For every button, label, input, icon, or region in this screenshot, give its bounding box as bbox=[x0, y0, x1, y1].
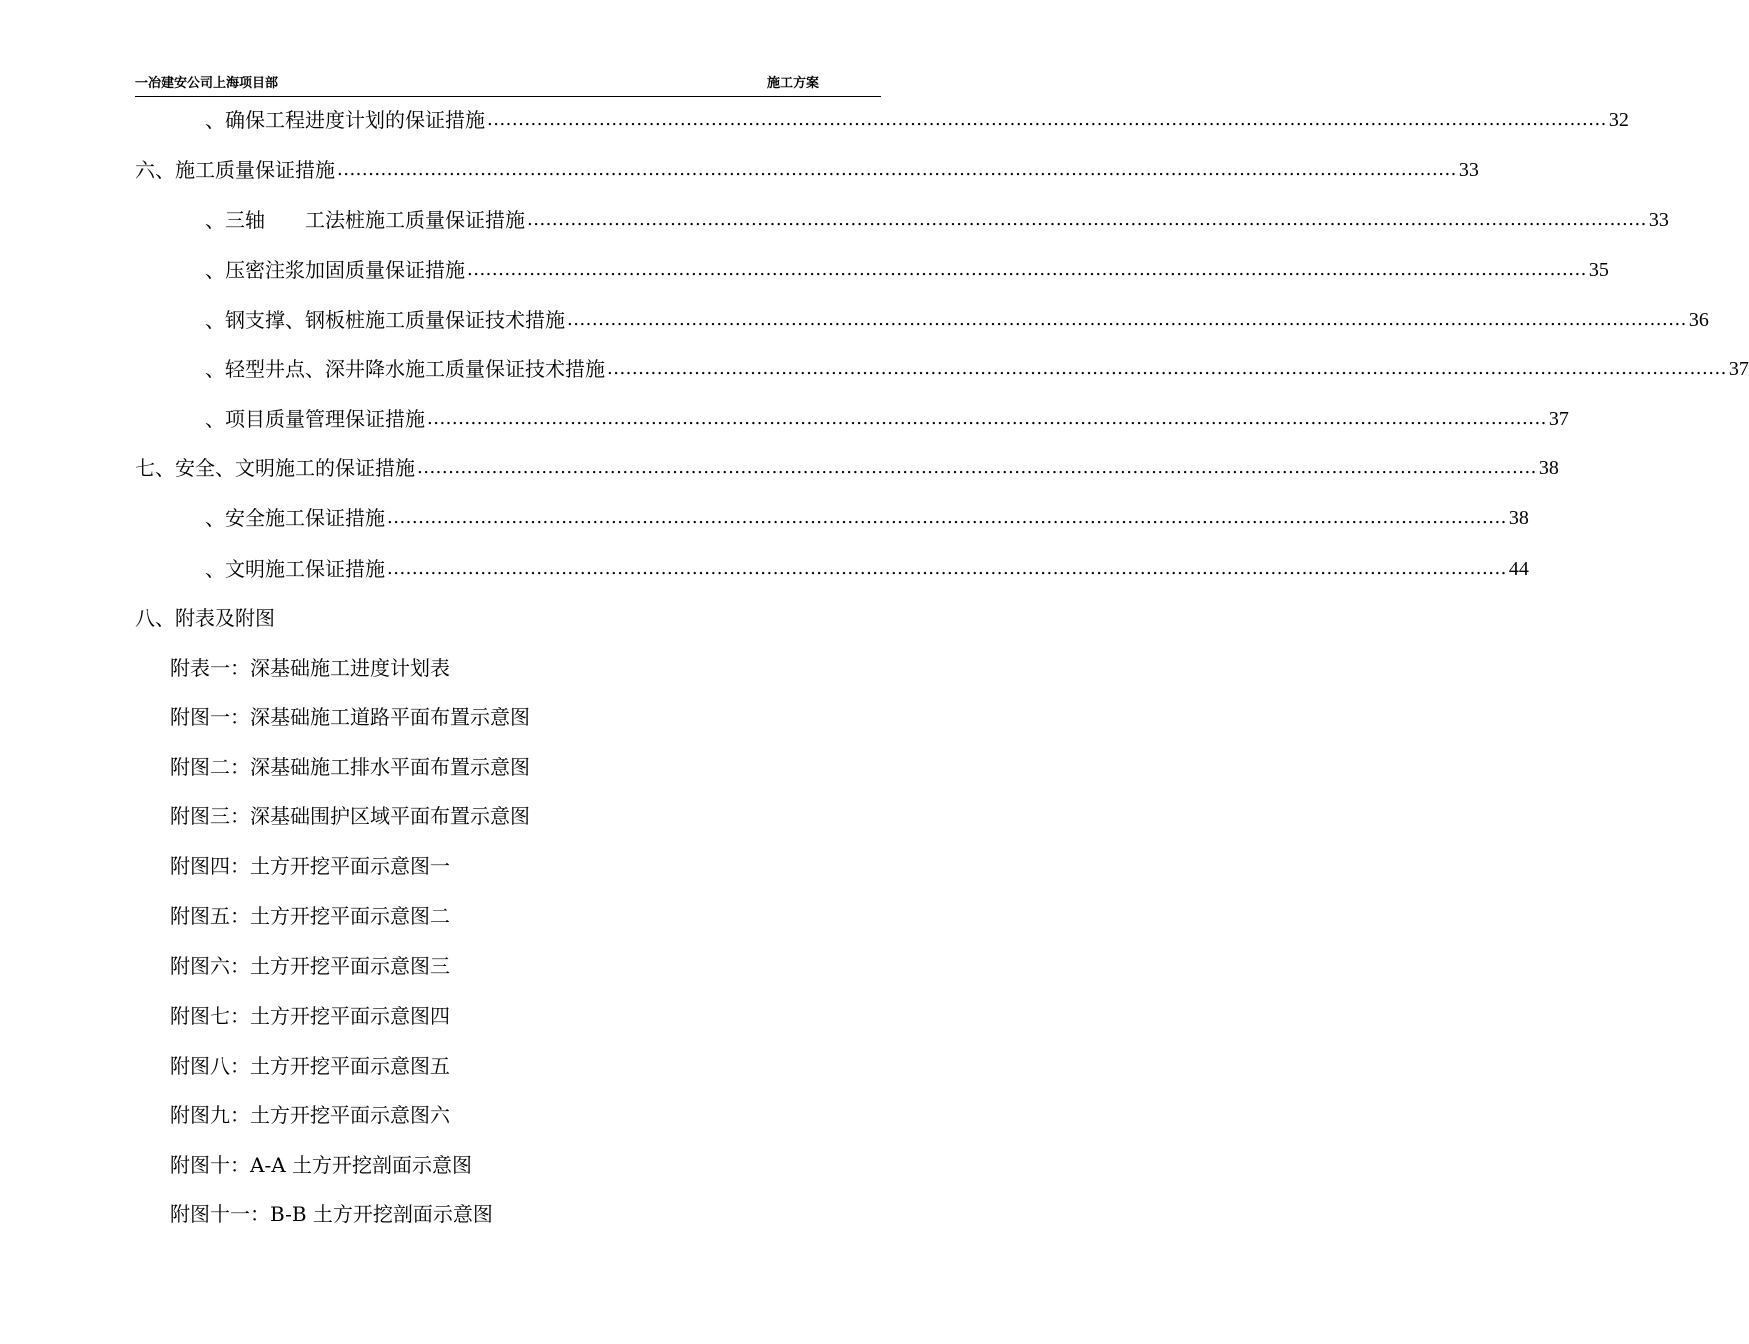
toc-entry-page: 37 bbox=[1728, 358, 1749, 380]
toc-entry-page: 38 bbox=[1508, 507, 1529, 529]
appendix-item[interactable] bbox=[170, 1150, 870, 1180]
appendix-item-label: 附图一：深基础施工道路平面布置示意图 bbox=[170, 705, 530, 729]
toc-entry-label: 、确保工程进度计划的保证措施 bbox=[205, 108, 485, 132]
toc-entry[interactable] bbox=[205, 305, 1709, 335]
appendix-heading-label: 八、附表及附图 bbox=[135, 606, 275, 630]
page-header bbox=[135, 70, 881, 97]
dot-leader: .................................................................................................................................................................................... bbox=[387, 558, 1507, 579]
toc-entry[interactable] bbox=[205, 105, 1629, 135]
toc-entry-page: 32 bbox=[1608, 109, 1629, 131]
appendix-item[interactable] bbox=[170, 801, 870, 831]
toc-entry-page: 38 bbox=[1538, 457, 1559, 479]
dot-leader: .................................................................................................................................................................................... bbox=[427, 408, 1547, 429]
toc-entry-page: 44 bbox=[1508, 558, 1529, 580]
toc-entry[interactable] bbox=[205, 205, 1669, 235]
appendix-item-label: 附表一：深基础施工进度计划表 bbox=[170, 656, 450, 680]
toc-entry-page: 37 bbox=[1548, 408, 1569, 430]
toc-entry[interactable] bbox=[135, 453, 1559, 483]
appendix-item[interactable] bbox=[170, 752, 870, 782]
appendix-item[interactable] bbox=[170, 1100, 870, 1130]
toc-entry[interactable] bbox=[135, 155, 1479, 185]
appendix-item-label: 附图八：土方开挖平面示意图五 bbox=[170, 1054, 450, 1078]
dot-leader: .................................................................................................................................................................................... bbox=[467, 259, 1587, 280]
header-company: 一冶建安公司上海项目部 bbox=[135, 76, 279, 91]
appendix-item-label: 附图六：土方开挖平面示意图三 bbox=[170, 954, 450, 978]
toc-entry-label: 、文明施工保证措施 bbox=[205, 557, 385, 581]
toc-entry[interactable] bbox=[205, 554, 1529, 584]
header-doc-type: 施工方案 bbox=[766, 76, 819, 91]
appendix-item[interactable] bbox=[170, 951, 870, 981]
appendix-item-label: 附图十一：B-B 土方开挖剖面示意图 bbox=[170, 1202, 493, 1226]
appendix-item[interactable] bbox=[170, 901, 870, 931]
dot-leader: .................................................................................................................................................................................... bbox=[387, 507, 1507, 528]
appendix-item-label: 附图十：A-A 土方开挖剖面示意图 bbox=[170, 1153, 473, 1177]
appendix-item[interactable] bbox=[170, 702, 870, 732]
toc-entry-label: 七、安全、文明施工的保证措施 bbox=[135, 456, 415, 480]
toc-entry-label: 、项目质量管理保证措施 bbox=[205, 407, 425, 431]
toc-entry-page: 33 bbox=[1648, 209, 1669, 231]
appendix-heading[interactable] bbox=[135, 603, 876, 633]
appendix-item[interactable] bbox=[170, 1051, 870, 1081]
appendix-item[interactable] bbox=[170, 851, 870, 881]
dot-leader: .................................................................................................................................................................................... bbox=[417, 457, 1537, 478]
toc-entry-label: 、压密注浆加固质量保证措施 bbox=[205, 258, 465, 282]
toc-entry-label: 、轻型井点、深井降水施工质量保证技术措施 bbox=[205, 357, 605, 381]
appendix-item-label: 附图二：深基础施工排水平面布置示意图 bbox=[170, 755, 530, 779]
appendix-item-label: 附图三：深基础围护区域平面布置示意图 bbox=[170, 804, 530, 828]
appendix-item-label: 附图七：土方开挖平面示意图四 bbox=[170, 1004, 450, 1028]
toc-entry[interactable] bbox=[205, 404, 1569, 434]
appendix-item-label: 附图五：土方开挖平面示意图二 bbox=[170, 904, 450, 928]
toc-entry-page: 35 bbox=[1588, 259, 1609, 281]
toc-entry[interactable] bbox=[205, 503, 1529, 533]
toc-entry-label: 六、施工质量保证措施 bbox=[135, 158, 335, 182]
appendix-item-label: 附图九：土方开挖平面示意图六 bbox=[170, 1103, 450, 1127]
toc-entry-page: 33 bbox=[1458, 159, 1479, 181]
appendix-item-label: 附图四：土方开挖平面示意图一 bbox=[170, 854, 450, 878]
toc-entry[interactable] bbox=[205, 255, 1609, 285]
dot-leader: .................................................................................................................................................................................... bbox=[487, 109, 1607, 130]
toc-entry-label: 、安全施工保证措施 bbox=[205, 506, 385, 530]
dot-leader: .................................................................................................................................................................................... bbox=[567, 309, 1687, 330]
appendix-item[interactable] bbox=[170, 653, 870, 683]
toc-entry-label: 、钢支撑、钢板桩施工质量保证技术措施 bbox=[205, 308, 565, 332]
toc-entry-page: 36 bbox=[1688, 309, 1709, 331]
dot-leader: .................................................................................................................................................................................... bbox=[607, 358, 1727, 379]
toc-entry[interactable] bbox=[205, 354, 1749, 384]
toc-entry-label: 、三轴 工法桩施工质量保证措施 bbox=[205, 208, 525, 232]
appendix-item[interactable] bbox=[170, 1001, 870, 1031]
dot-leader: .................................................................................................................................................................................... bbox=[527, 209, 1647, 230]
dot-leader: .................................................................................................................................................................................... bbox=[337, 159, 1457, 180]
appendix-item[interactable] bbox=[170, 1199, 870, 1229]
